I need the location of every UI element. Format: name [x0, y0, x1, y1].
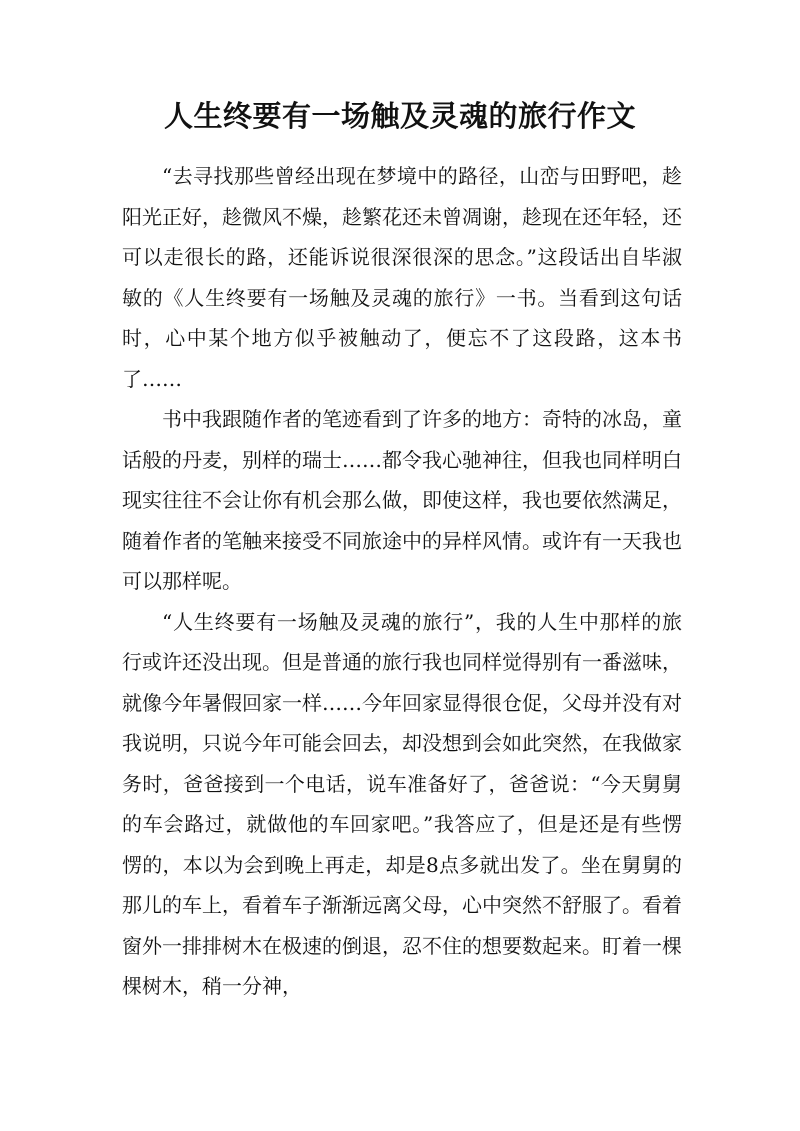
- paragraph: “去寻找那些曾经出现在梦境中的路径，山峦与田野吧，趁阳光正好，趁微风不燥，趁繁花还未曾凋谢，趁现在还年轻，还可以走很长的路，还能诉说很深很深的思念。”这段话出自毕淑敏的《人生终要有一场触及灵魂的旅行》一书。当看到这句话时，心中某个地方似乎被触动了，便忘不了这段路，这本书了……: [122, 164, 682, 391]
- paragraph: “人生终要有一场触及灵魂的旅行”，我的人生中那样的旅行或许还没出现。但是普通的旅行我也同样觉得别有一番滋味，就像今年暑假回家一样……今年回家显得很仓促，父母并没有对我说明，只说今年可能会回去，却没想到会如此突然，在我做家务时，爸爸接到一个电话，说车准备好了，爸爸说：“今天舅舅的车会路过，就做他的车回家吧。”我答应了，但是还是有些愣愣的，本以为会到晚上再走，却是8点多就出发了。坐在舅舅的那儿的车上，看着车子渐渐远离父母，心中突然不舒服了。看着窗外一排排树木在极速的倒退，忍不住的想要数起来。盯着一棵棵树木，稍一分神，: [122, 609, 682, 998]
- paragraph: 书中我跟随作者的笔迹看到了许多的地方：奇特的冰岛，童话般的丹麦，别样的瑞士……都令我心驰神往，但我也同样明白现实往往不会让你有机会那么做，即使这样，我也要依然满足，随着作者的笔触来接受不同旅途中的异样风情。或许有一天我也可以那样呢。: [122, 407, 682, 593]
- document-title: 人生终要有一场触及灵魂的旅行作文: [163, 99, 636, 133]
- document-body: [122, 156, 682, 1007]
